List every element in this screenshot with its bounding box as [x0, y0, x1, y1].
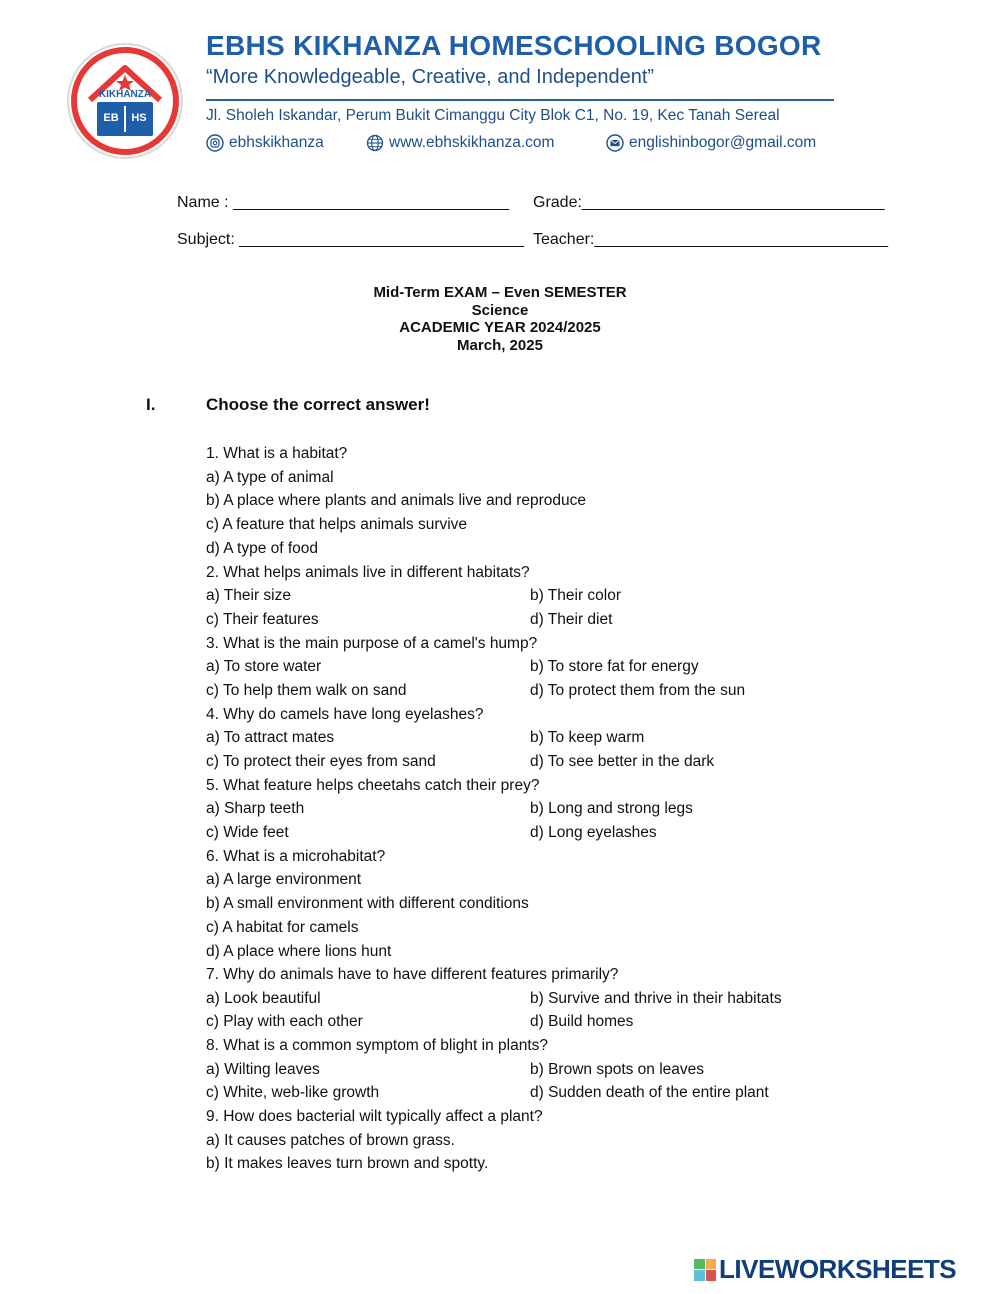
globe-icon — [366, 134, 384, 152]
instagram-handle: ebhskikhanza — [229, 134, 324, 151]
q5-option-c[interactable]: c) Wide feet — [206, 824, 289, 841]
q4-option-c[interactable]: c) To protect their eyes from sand — [206, 753, 436, 770]
question-7: 7. Why do animals have to have different features primarily? — [206, 966, 619, 983]
question-6: 6. What is a microhabitat? — [206, 848, 386, 865]
email-address: englishinbogor@gmail.com — [629, 134, 817, 151]
q4-option-a[interactable]: a) To attract mates — [206, 729, 335, 746]
q6-option-a[interactable]: a) A large environment — [206, 871, 362, 888]
question-1: 1. What is a habitat? — [206, 445, 348, 462]
q9-option-b[interactable]: b) It makes leaves turn brown and spotty. — [206, 1155, 489, 1172]
q2-option-c[interactable]: c) Their features — [206, 611, 319, 628]
question-2: 2. What helps animals live in different habitats? — [206, 564, 530, 581]
section-number: I. — [146, 395, 156, 414]
school-logo — [66, 42, 184, 160]
school-name: EBHS KIKHANZA HOMESCHOOLING BOGOR — [206, 30, 822, 61]
school-address: Jl. Sholeh Iskandar, Perum Bukit Cimanggu City Blok C1, No. 19, Kec Tanah Sereal — [206, 107, 780, 124]
q1-option-b[interactable]: b) A place where plants and animals live and reproduce — [206, 492, 586, 509]
q7-option-d[interactable]: d) Build homes — [530, 1013, 634, 1030]
exam-title: Mid-Term EXAM – Even SEMESTER — [373, 284, 627, 301]
name-field[interactable]: Name : _______________________________ — [177, 194, 509, 211]
instagram-icon — [206, 134, 224, 152]
exam-academic-year: ACADEMIC YEAR 2024/2025 — [399, 319, 601, 336]
liveworksheets-wordmark: LIVEWORKSHEETS — [719, 1254, 957, 1284]
q8-option-c[interactable]: c) White, web-like growth — [206, 1084, 380, 1101]
q2-option-d[interactable]: d) Their diet — [530, 611, 613, 628]
q5-option-a[interactable]: a) Sharp teeth — [206, 800, 305, 817]
header-divider — [206, 99, 834, 101]
website-url: www.ebhskikhanza.com — [389, 134, 555, 151]
exam-date: March, 2025 — [457, 336, 543, 354]
question-9: 9. How does bacterial wilt typically affect a plant? — [206, 1108, 543, 1125]
q6-option-c[interactable]: c) A habitat for camels — [206, 919, 359, 936]
q4-option-d[interactable]: d) To see better in the dark — [530, 753, 715, 770]
logo-wordmark: KIKHANZA — [98, 89, 152, 100]
exam-subject: Science — [471, 301, 529, 319]
email-contact — [606, 134, 816, 152]
q8-option-a[interactable]: a) Wilting leaves — [206, 1061, 320, 1078]
q6-option-d[interactable]: d) A place where lions hunt — [206, 943, 392, 960]
q8-option-d[interactable]: d) Sudden death of the entire plant — [530, 1084, 769, 1101]
subject-field[interactable]: Subject: ________________________________ — [177, 231, 525, 248]
school-slogan: “More Knowledgeable, Creative, and Independent” — [206, 66, 655, 88]
logo-badge-right: HS — [131, 112, 147, 124]
q3-option-c[interactable]: c) To help them walk on sand — [206, 682, 407, 699]
q7-option-a[interactable]: a) Look beautiful — [206, 990, 321, 1007]
q9-option-a[interactable]: a) It causes patches of brown grass. — [206, 1132, 455, 1149]
liveworksheets-logo-icon — [694, 1259, 716, 1281]
q3-option-a[interactable]: a) To store water — [206, 658, 322, 675]
q3-option-b[interactable]: b) To store fat for energy — [530, 658, 699, 675]
question-3: 3. What is the main purpose of a camel's hump? — [206, 635, 538, 652]
q3-option-d[interactable]: d) To protect them from the sun — [530, 682, 746, 699]
website-contact — [366, 134, 554, 152]
q2-option-b[interactable]: b) Their color — [530, 587, 622, 604]
q7-option-c[interactable]: c) Play with each other — [206, 1013, 363, 1030]
question-8: 8. What is a common symptom of blight in plants? — [206, 1037, 549, 1054]
teacher-field[interactable]: Teacher:_________________________________ — [533, 231, 889, 248]
email-icon — [606, 134, 624, 152]
q2-option-a[interactable]: a) Their size — [206, 587, 291, 604]
liveworksheets-brand[interactable] — [694, 1254, 956, 1285]
q6-option-b[interactable]: b) A small environment with different conditions — [206, 895, 529, 912]
q7-option-b[interactable]: b) Survive and thrive in their habitats — [530, 990, 782, 1007]
instagram-contact — [206, 134, 324, 152]
section-title: Choose the correct answer! — [206, 395, 430, 414]
logo-badge-left: EB — [103, 112, 119, 124]
exam-heading — [0, 284, 1000, 354]
q5-option-b[interactable]: b) Long and strong legs — [530, 800, 693, 817]
q1-option-d[interactable]: d) A type of food — [206, 540, 319, 557]
q1-option-a[interactable]: a) A type of animal — [206, 469, 334, 486]
grade-field[interactable]: Grade:__________________________________ — [533, 194, 885, 211]
q4-option-b[interactable]: b) To keep warm — [530, 729, 645, 746]
question-4: 4. Why do camels have long eyelashes? — [206, 706, 484, 723]
q8-option-b[interactable]: b) Brown spots on leaves — [530, 1061, 705, 1078]
q1-option-c[interactable]: c) A feature that helps animals survive — [206, 516, 468, 533]
question-5: 5. What feature helps cheetahs catch their prey? — [206, 777, 540, 794]
q5-option-d[interactable]: d) Long eyelashes — [530, 824, 657, 841]
